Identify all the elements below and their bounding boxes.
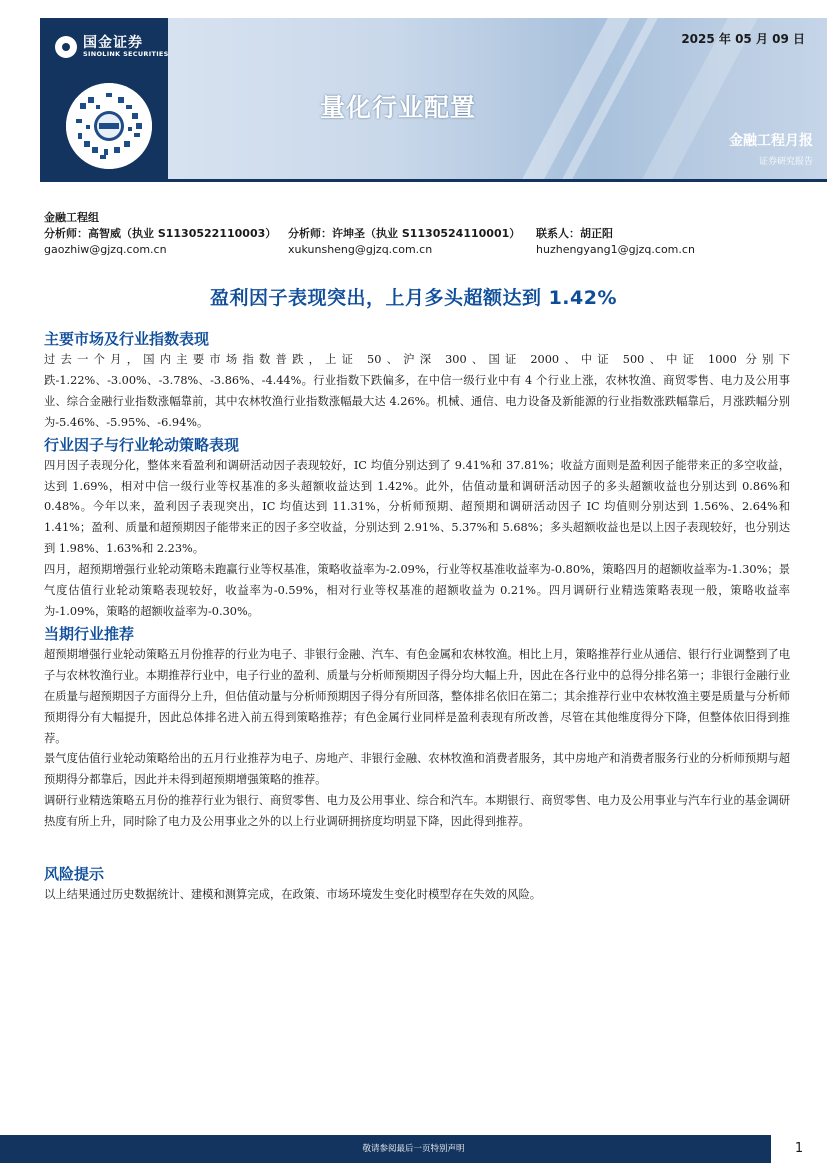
qr-code-icon bbox=[66, 83, 152, 169]
analyst-label: 分析师： bbox=[44, 227, 88, 240]
contact-label: 联系人： bbox=[536, 227, 580, 240]
section-title: 当期行业推荐 bbox=[44, 624, 135, 643]
report-title: 量化行业配置 bbox=[320, 93, 477, 122]
company-logo bbox=[55, 36, 169, 58]
section-paragraph: 四月，超预期增强行业轮动策略未跑赢行业等权基准，策略收益率为-2.09%，行业等权基准收益率为-0.80%，策略四月的超额收益率为-1.30%；景气度估值行业轮动策略表现较好，收益率为-0.59%，相对行业等权基准的超额收益为 0.21%。四月调研行业精选策略表现一般，策略收益率为-1.09%，策略的超额收益率为-0.30%。 bbox=[44, 563, 790, 618]
report-body bbox=[44, 328, 790, 906]
section-title: 主要市场及行业指数表现 bbox=[44, 330, 210, 348]
banner-stripe bbox=[502, 18, 641, 182]
logo-cn-text: 国金证券 bbox=[83, 35, 143, 52]
section-paragraph: 过去一个月，国内主要市场指数普跌，上证 50、沪深 300、国证 2000、中证 500、中证 1000 分别下跌-1.22%、-3.00%、-3.78%、-3.86%、-4.44%。行业指数下跌偏多，在中信一级行业中有 4 个行业上涨，农林牧渔、商贸零售、电力及公用事业、综合金融行业指数涨幅靠前，其中农林牧渔行业指数涨幅最大达 4.26%。机械、通信、电力设备及新能源的行业指数涨跌幅靠后，月涨跌幅分别为-5.46%、-5.95%、-6.94%。 bbox=[44, 353, 790, 429]
author-block bbox=[44, 210, 804, 258]
banner-bottom-line bbox=[40, 179, 827, 182]
disclaimer-note: 敬请参阅最后一页特别声明 bbox=[362, 1144, 465, 1154]
contact-name: 胡正阳 bbox=[580, 227, 613, 240]
analyst-email[interactable]: xukunsheng@gjzq.com.cn bbox=[288, 243, 433, 256]
contact-email[interactable]: huzhengyang1@gjzq.com.cn bbox=[536, 243, 695, 256]
section-paragraph: 以上结果通过历史数据统计、建模和测算完成，在政策、市场环境发生变化时模型存在失效的风险。 bbox=[44, 888, 542, 902]
page-footer bbox=[0, 1135, 827, 1163]
section-title: 风险提示 bbox=[44, 865, 105, 884]
report-type: 金融工程月报 bbox=[729, 133, 813, 149]
report-subtype: 证券研究报告 bbox=[758, 157, 813, 167]
analyst-label: 分析师： bbox=[288, 227, 332, 240]
analyst-name: 高智威（执业 S1130522110003） bbox=[88, 227, 277, 240]
page-number: 1 bbox=[771, 1135, 827, 1163]
logo-en-text: SINOLINK SECURITIES bbox=[83, 49, 169, 58]
section-paragraph: 调研行业精选策略五月份的推荐行业为银行、商贸零售、电力及公用事业、综合和汽车。本期银行、商贸零售、电力及公用事业与汽车行业的基金调研热度有所上升，同时除了电力及公用事业之外的以上行业调研拥挤度均明显下降，因此得到推荐。 bbox=[44, 794, 790, 829]
analyst-email[interactable]: gaozhiw@gjzq.com.cn bbox=[44, 243, 167, 256]
section-title: 行业因子与行业轮动策略表现 bbox=[44, 435, 240, 454]
section-paragraph: 景气度估值行业轮动策略给出的五月行业推荐为电子、房地产、非银行金融、农林牧渔和消费者服务，其中房地产和消费者服务行业的分析师预期与超预期得分都靠后，因此并未得到超预期增强策略的推荐。 bbox=[44, 752, 790, 787]
logo-icon bbox=[55, 36, 77, 58]
report-date: 2025 年 05 月 09 日 bbox=[681, 32, 805, 46]
report-headline: 盈利因子表现突出，上月多头超额达到 1.42% bbox=[209, 287, 618, 309]
section-paragraph: 超预期增强行业轮动策略五月份推荐的行业为电子、非银行金融、汽车、有色金属和农林牧渔。相比上月，策略推荐行业从通信、银行行业调整到了电子与农林牧渔行业。本期推荐行业中，电子行业的盈利、质量与分析师预期因子得分均大幅上升，因此在各行业中的总得分排名第一；非银行金融行业在质量与超预期因子方面得分上升，但估值动量与分析师预期因子得分有所回落，整体排名依旧在第二；其余推荐行业中农林牧渔主要是质量与分析师预期得分有大幅提升，因此总体排名进入前五得到策略推荐；有色金属行业同样是盈利表现有所改善，尽管在其他维度得分下降，但整体依旧得到推荐。 bbox=[44, 647, 790, 745]
analyst-name: 许坤圣（执业 S1130524110001） bbox=[332, 227, 521, 240]
section-paragraph: 四月因子表现分化，整体来看盈利和调研活动因子表现较好，IC 均值分别达到了 9.41%和 37.81%；收益方面则是盈利因子能带来正的多空收益，达到 1.69%，相对中信一级行业等权基准的多头超额收益达到 1.42%。此外，估值动量和调研活动因子的多头超额收益也分别达到 0.86%和 0.48%。今年以来，盈利因子表现突出，IC 均值达到 11.31%，分析师预期、超预期和调研活动因子 IC 均值则分别达到 1.56%、2.64%和 1.41%；盈利、质量和超预期因子能带来正的因子多空收益，分别达到 2.91%、5.37%和 5.68%；多头超额收益也是以上因子表现较好，也分别达到 1.98%、1.63%和 2.23%。 bbox=[44, 458, 790, 556]
section-spacer bbox=[44, 833, 790, 863]
research-group: 金融工程组 bbox=[44, 211, 99, 224]
